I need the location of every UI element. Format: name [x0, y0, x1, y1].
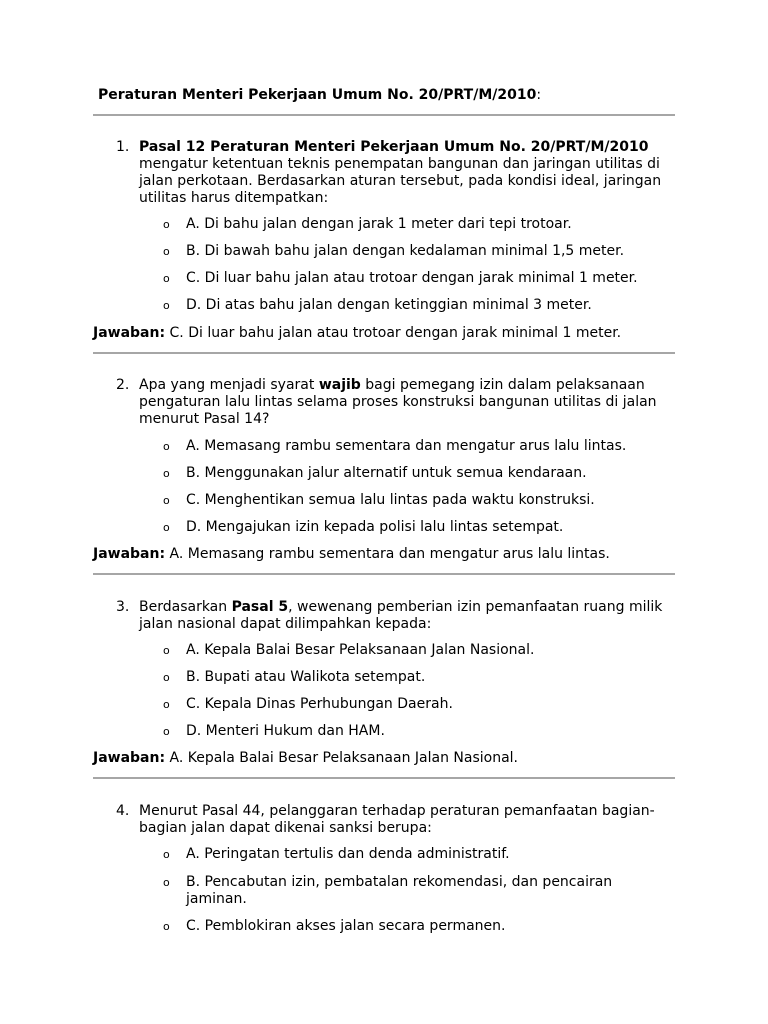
bullet-icon: o: [163, 644, 170, 657]
option-item: [163, 465, 686, 482]
option-text: B. Bupati atau Walikota setempat.: [186, 669, 426, 685]
option-item: [163, 874, 646, 908]
option-text: C. Menghentikan semua lalu lintas pada waktu konstruksi.: [186, 492, 595, 508]
option-text: C. Di luar bahu jalan atau trotoar dengan jarak minimal 1 meter.: [186, 270, 638, 286]
option-text: C. Kepala Dinas Perhubungan Daerah.: [186, 696, 453, 712]
question-text: [139, 377, 676, 428]
option-item: [163, 438, 686, 455]
question-number: 2.: [116, 377, 130, 393]
question-number: 1.: [116, 139, 130, 155]
answer-label: Jawaban:: [93, 750, 166, 766]
bullet-icon: o: [163, 521, 170, 534]
option-item: [163, 846, 686, 863]
option-text: A. Peringatan tertulis dan denda administratif.: [186, 846, 510, 862]
question-1: [116, 139, 676, 207]
option-text: C. Pemblokiran akses jalan secara permanen.: [186, 918, 506, 934]
question-number: 3.: [116, 599, 130, 615]
bullet-icon: o: [163, 725, 170, 738]
option-item: [163, 519, 686, 536]
option-item: [163, 243, 686, 260]
bullet-icon: o: [163, 440, 170, 453]
option-text: A. Memasang rambu sementara dan mengatur arus lalu lintas.: [186, 438, 627, 454]
document-title: [98, 87, 541, 104]
document-title-bold: Peraturan Menteri Pekerjaan Umum No. 20/PRT/M/2010: [98, 87, 537, 103]
divider: [93, 352, 675, 354]
question-number: 4.: [116, 803, 130, 819]
bullet-icon: o: [163, 876, 170, 889]
answer-text: A. Memasang rambu sementara dan mengatur arus lalu lintas.: [169, 546, 610, 562]
option-text: D. Di atas bahu jalan dengan ketinggian minimal 3 meter.: [186, 297, 592, 313]
option-text: D. Mengajukan izin kepada polisi lalu lintas setempat.: [186, 519, 564, 535]
option-item: [163, 669, 686, 686]
answer-text: C. Di luar bahu jalan atau trotoar dengan jarak minimal 1 meter.: [169, 325, 622, 341]
option-item: [163, 297, 686, 314]
question-text-part: bagi pemegang izin dalam pelaksanaan pengaturan lalu lintas selama proses konstruksi bangunan utilitas di jalan menurut Pasal 14?: [139, 377, 657, 427]
option-item: [163, 918, 686, 935]
option-text: B. Menggunakan jalur alternatif untuk semua kendaraan.: [186, 465, 587, 481]
bullet-icon: o: [163, 848, 170, 861]
option-text: B. Pencabutan izin, pembatalan rekomendasi, dan pencairan jaminan.: [186, 874, 613, 907]
document-title-suffix: :: [536, 87, 542, 103]
bullet-icon: o: [163, 698, 170, 711]
answer-label: Jawaban:: [93, 325, 166, 341]
question-text-bold: Pasal 5: [231, 599, 289, 615]
question-text-bold: wajib: [318, 377, 361, 393]
bullet-icon: o: [163, 671, 170, 684]
divider: [93, 114, 675, 116]
option-item: [163, 642, 686, 659]
answer-label: Jawaban:: [93, 546, 166, 562]
option-text: B. Di bawah bahu jalan dengan kedalaman minimal 1,5 meter.: [186, 243, 625, 259]
question-2: [116, 377, 676, 428]
option-item: [163, 723, 686, 740]
option-item: [163, 216, 686, 233]
divider: [93, 573, 675, 575]
answer: [93, 546, 610, 563]
option-text: A. Kepala Balai Besar Pelaksanaan Jalan Nasional.: [186, 642, 535, 658]
option-text: A. Di bahu jalan dengan jarak 1 meter dari tepi trotoar.: [186, 216, 572, 232]
question-4: [116, 803, 676, 837]
question-3: [116, 599, 676, 633]
bullet-icon: o: [163, 218, 170, 231]
answer-text: A. Kepala Balai Besar Pelaksanaan Jalan Nasional.: [169, 750, 518, 766]
option-item: [163, 270, 686, 287]
question-text: [139, 599, 676, 633]
bullet-icon: o: [163, 920, 170, 933]
question-text: [139, 139, 676, 207]
option-item: [163, 696, 686, 713]
question-text: Menurut Pasal 44, pelanggaran terhadap peraturan pemanfaatan bagian-bagian jalan dapat dikenai sanksi berupa:: [139, 803, 655, 836]
question-text-bold: Pasal 12 Peraturan Menteri Pekerjaan Umum No. 20/PRT/M/2010: [139, 139, 649, 155]
bullet-icon: o: [163, 494, 170, 507]
question-text-part: Berdasarkan: [139, 599, 232, 615]
bullet-icon: o: [163, 467, 170, 480]
question-text-part: Apa yang menjadi syarat: [139, 377, 319, 393]
question-text-part: , wewenang pemberian izin pemanfaatan ruang milik jalan nasional dapat dilimpahkan kepada:: [139, 599, 663, 632]
divider: [93, 777, 675, 779]
bullet-icon: o: [163, 245, 170, 258]
answer: [93, 325, 621, 342]
bullet-icon: o: [163, 272, 170, 285]
option-text: D. Menteri Hukum dan HAM.: [186, 723, 385, 739]
option-item: [163, 492, 686, 509]
question-text-rest: mengatur ketentuan teknis penempatan bangunan dan jaringan utilitas di jalan perkotaan. Berdasarkan aturan tersebut, pada kondisi ideal, jaringan utilitas harus ditempatkan:: [139, 156, 662, 206]
answer: [93, 750, 518, 767]
bullet-icon: o: [163, 299, 170, 312]
